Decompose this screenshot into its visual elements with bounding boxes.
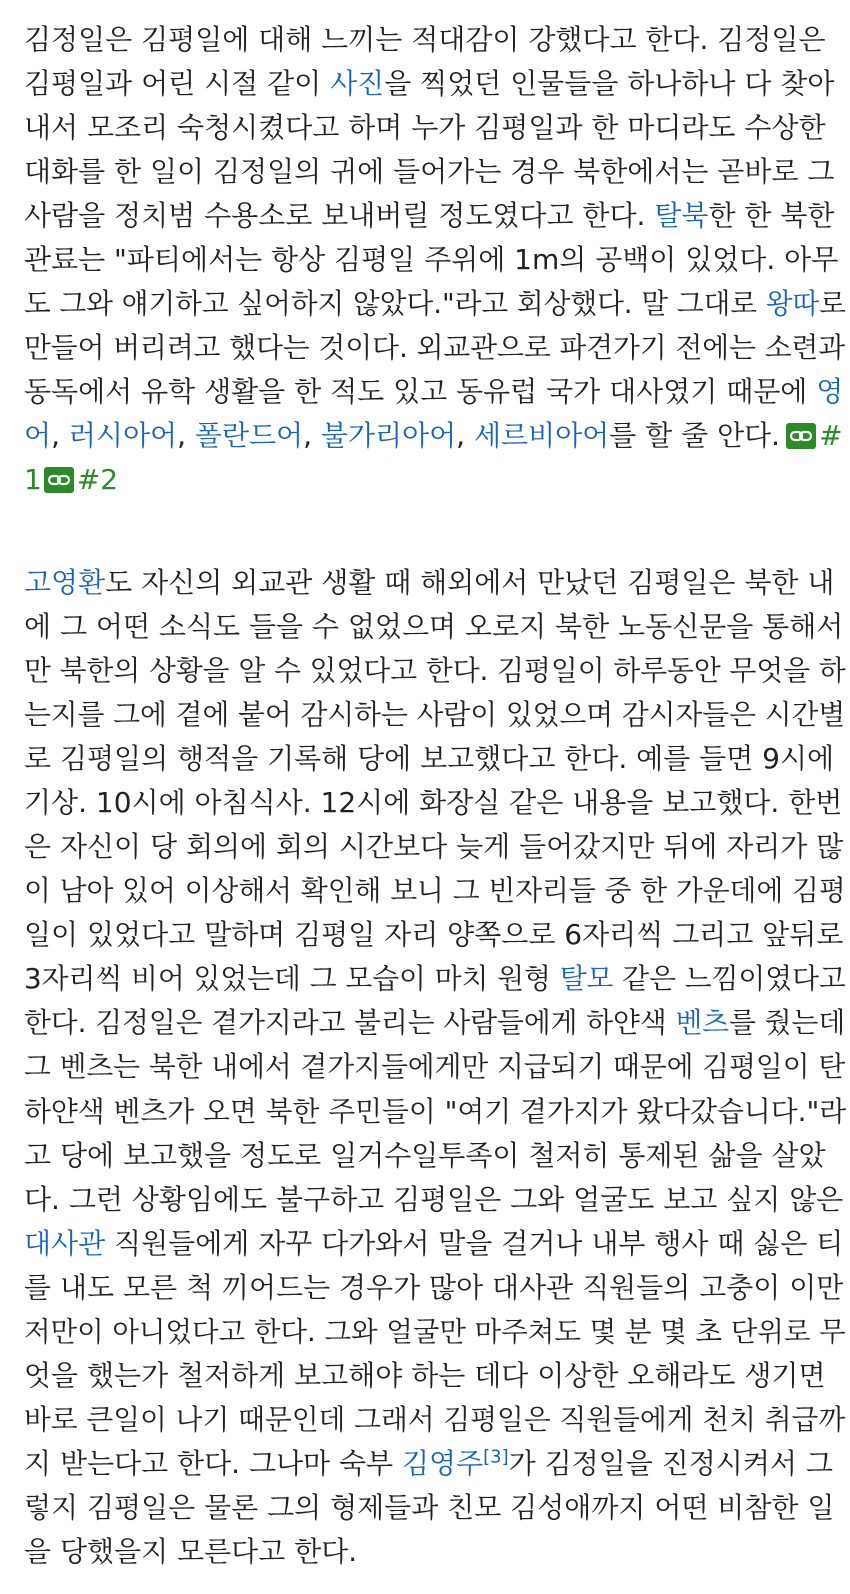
link-english[interactable]: 영 xyxy=(816,375,844,409)
text-line xyxy=(24,737,834,781)
text-span: 일이 있었다고 말하며 김평일 자리 양쪽으로 6자리씩 그리고 앞뒤로 xyxy=(24,918,844,952)
text-line xyxy=(24,913,843,957)
text-span: 그 벤츠는 북한 내에서 곁가지들에게만 지급되기 때문에 김평일이 탄 xyxy=(24,1050,846,1084)
text-span: 내서 모조리 숙청시켰다고 하며 누가 김평일과 한 마디라도 수상한 xyxy=(24,111,826,145)
text-span: 3자리씩 비어 있었는데 그 모습이 마치 원형 xyxy=(24,962,560,996)
text-span: 만들어 버리려고 했다는 것이다. 외교관으로 파견가기 전에는 소련과 xyxy=(24,331,846,365)
text-line xyxy=(24,106,826,150)
text-span: 이 남아 있어 이상해서 확인해 보니 그 빈자리들 중 한 가운데에 김평 xyxy=(24,874,846,908)
text-span: 한다. 김정일은 곁가지라고 불리는 사람들에게 하얀색 xyxy=(24,1006,676,1040)
link-defection[interactable]: 탈북 xyxy=(654,199,709,233)
text-span: 지 받는다고 한다. 그나마 숙부 xyxy=(24,1446,402,1480)
text-line xyxy=(24,194,834,238)
text-span: 를 내도 모른 척 끼어드는 경우가 많아 대사관 직원들의 고충이 이만 xyxy=(24,1270,844,1304)
link-ko-yong-hwan[interactable]: 고영환 xyxy=(24,566,106,600)
text-line xyxy=(24,282,846,326)
text-line xyxy=(24,957,846,1001)
text-span: 도 자신의 외교관 생활 때 해외에서 만났던 김평일은 북한 내 xyxy=(105,566,835,600)
text-line xyxy=(24,1178,843,1222)
link-embassy[interactable]: 대사관 xyxy=(24,1226,106,1260)
text-span: 에 그 어떤 소식도 들을 수 없었으며 오로지 북한 노동신문을 통해서 xyxy=(24,610,844,644)
citation-link-2[interactable]: #2 xyxy=(76,463,119,497)
text-span: 은 자신이 당 회의에 회의 시간보다 늦게 들어갔지만 뒤에 자리가 많 xyxy=(24,830,844,864)
text-span: , xyxy=(51,419,69,453)
text-line xyxy=(24,1266,843,1310)
text-span: 한 한 북한 xyxy=(708,199,835,233)
link-kim-yong-ju[interactable]: 김영주 xyxy=(401,1446,484,1480)
text-span: 하얀색 벤츠가 오면 북한 주민들이 "여기 곁가지가 왔다갔습니다."라 xyxy=(24,1094,847,1128)
text-line xyxy=(24,370,843,414)
text-line xyxy=(24,326,845,370)
text-span: 바로 큰일이 나기 때문인데 그래서 김평일은 직원들에게 천치 취급까 xyxy=(24,1402,846,1436)
text-span: 고 당에 보고했을 정도로 일거수일투족이 철저히 통제된 삶을 살았 xyxy=(24,1138,826,1172)
text-span: 를 줬는데 xyxy=(729,1006,846,1040)
text-span: , xyxy=(456,419,474,453)
text-line xyxy=(24,1310,846,1354)
text-line xyxy=(24,1134,826,1178)
text-line xyxy=(24,561,834,605)
text-line xyxy=(24,1001,845,1045)
text-span: 을 찍었던 인물들을 하나하나 다 찾아 xyxy=(384,67,835,101)
text-span: 도 그와 얘기하고 싶어하지 않았다."라고 회상했다. 말 그대로 xyxy=(24,287,766,321)
text-span: 만 북한의 상황을 알 수 있었다고 한다. 김평일이 하루동안 무엇을 하 xyxy=(24,654,846,688)
citation-link-1[interactable]: # xyxy=(819,419,843,453)
text-span: 로 xyxy=(819,287,846,321)
text-span: 저만이 아니었다고 한다. 그와 얼굴만 마주쳐도 몇 분 몇 초 단위로 무 xyxy=(24,1315,846,1348)
footnote-link-3[interactable]: [3] xyxy=(483,1446,509,1468)
text-span: 관료는 "파티에서는 항상 김평일 주위에 1m의 공백이 있었다. 아무 xyxy=(24,243,839,277)
text-line xyxy=(24,1090,846,1134)
text-span: 김평일과 어린 시절 같이 xyxy=(24,67,331,101)
link-russian[interactable]: 러시아어 xyxy=(68,419,178,453)
link-photo[interactable]: 사진 xyxy=(330,67,385,101)
text-span: 대화를 한 일이 김정일의 귀에 들어가는 경우 북한에서는 곧바로 그 xyxy=(24,155,835,189)
text-span: 로 김평일의 행적을 기록해 당에 보고했다고 한다. 예를 들면 9시에 xyxy=(24,742,835,776)
text-line xyxy=(24,649,846,693)
text-span: , xyxy=(177,419,195,453)
text-line xyxy=(24,1222,843,1266)
text-line xyxy=(24,414,843,458)
text-line xyxy=(24,1398,845,1442)
text-span: 사람을 정치범 수용소로 보내버릴 정도였다고 한다. xyxy=(24,199,655,233)
link-english[interactable]: 어 xyxy=(24,419,52,453)
text-line xyxy=(24,62,834,106)
text-span: 렇지 김평일은 물론 그의 형제들과 친모 김성애까지 어떤 비참한 일 xyxy=(24,1490,835,1524)
text-line xyxy=(24,825,843,869)
text-line xyxy=(24,1442,833,1486)
text-line xyxy=(24,458,118,502)
link-serbian[interactable]: 세르비아어 xyxy=(473,419,610,453)
text-span: , xyxy=(303,419,321,453)
link-benz[interactable]: 벤츠 xyxy=(675,1006,730,1040)
text-span: 를 할 줄 안다. xyxy=(609,419,781,453)
text-span: 동독에서 유학 생활을 한 적도 있고 동유럽 국가 대사였기 때문에 xyxy=(24,375,817,409)
text-line xyxy=(24,238,838,282)
text-span: 는지를 그에 곁에 붙어 감시하는 사람이 있었으며 감시자들은 시간별 xyxy=(24,698,846,732)
link-polish[interactable]: 폴란드어 xyxy=(194,419,304,453)
text-span: 을 당했을지 모른다고 한다. xyxy=(24,1534,358,1568)
text-span: 가 김정일을 진정시켜서 그 xyxy=(508,1446,833,1480)
link-outcast[interactable]: 왕따 xyxy=(765,287,820,321)
text-span: 같은 느낌이였다고 xyxy=(613,962,846,996)
text-line xyxy=(24,1530,357,1574)
link-icon[interactable] xyxy=(44,467,74,493)
link-icon[interactable] xyxy=(786,423,816,449)
text-span: 다. 그런 상황임에도 불구하고 김평일은 그와 얼굴도 보고 싶지 않은 xyxy=(24,1182,844,1216)
text-line xyxy=(24,693,845,737)
text-span: 엇을 했는가 철저하게 보고해야 하는 데다 이상한 오해라도 생기면 xyxy=(24,1358,826,1392)
text-line xyxy=(24,869,846,913)
text-line xyxy=(24,1354,826,1398)
text-span: 기상. 10시에 아침식사. 12시에 화장실 같은 내용을 보고했다. 한번 xyxy=(24,786,843,820)
text-span: 김정일은 김평일에 대해 느끼는 적대감이 강했다고 한다. 김정일은 xyxy=(24,23,826,56)
link-bulgarian[interactable]: 불가리아어 xyxy=(320,419,457,453)
text-line xyxy=(24,1045,845,1089)
text-line xyxy=(24,1486,834,1530)
citation-link-1[interactable]: 1 xyxy=(24,463,42,497)
text-span: 직원들에게 자꾸 다가와서 말을 걸거나 내부 행사 때 싫은 티 xyxy=(105,1226,844,1260)
text-line xyxy=(24,605,843,649)
text-line xyxy=(24,781,842,825)
text-line xyxy=(24,150,834,194)
text-line xyxy=(24,18,826,62)
link-alopecia[interactable]: 탈모 xyxy=(559,962,614,996)
